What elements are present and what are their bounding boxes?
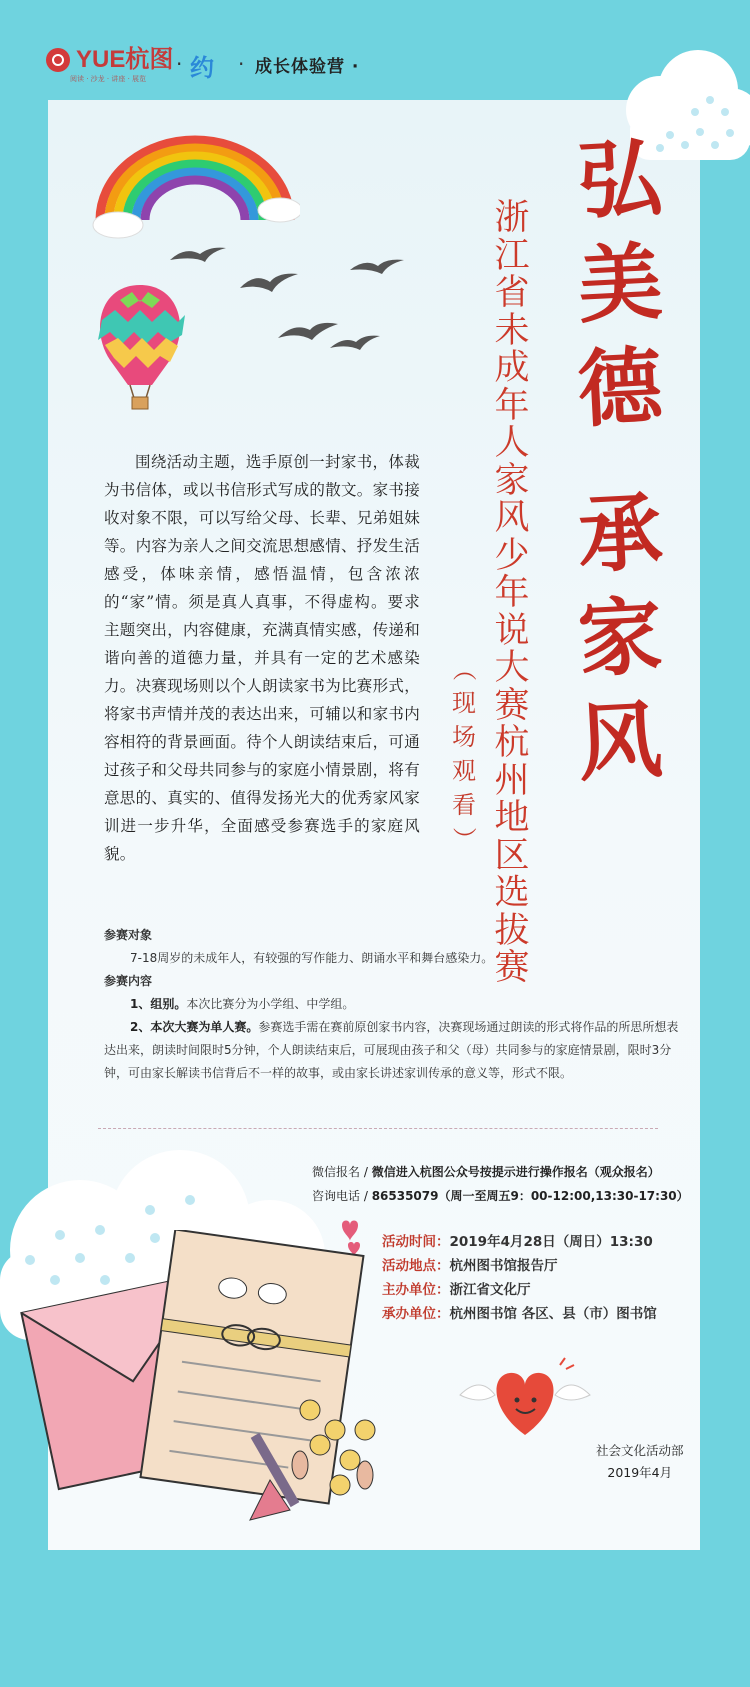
info-row-host: 主办单位：浙江省文化厅 [382,1282,531,1298]
phone-consult: 咨询电话 / 86535079（周一至周五9：00-12:00,13:30-17:30） [312,1189,689,1203]
subtitle-char: 大 [494,648,530,688]
rules-section [104,924,684,1085]
brand-yue: 约 [190,53,214,82]
subtitle-char: 成 [494,348,530,388]
subtitle-char: 拔 [494,910,530,951]
letter-envelope-illustration [20,1230,400,1550]
subtitle-char: 江 [494,235,530,276]
subtitle-char: 年 [494,385,530,426]
rule-item-2: 2、本次大赛为单人赛。参赛选手需在赛前原创家书内容，决赛现场通过朗读的形式将作品的所思所想表达出来，朗读时间限时5分钟，个人朗读结束后，可展现由孩子和父（母）共同参与的家庭情景剧，限时3分钟，可由家长解读书信背后不一样的故事，或由家长讲述家训传承的意义等，形式不限。 [104,1020,679,1080]
rainbow-illustration [90,130,300,250]
info-row-place: 活动地点：杭州图书馆报告厅 [382,1258,558,1274]
wechat-signup: 微信报名 / 微信进入杭图公众号按提示进行操作报名（观众报名） [312,1165,660,1179]
subtitle-char: 浙 [494,198,530,238]
description-text: 围绕活动主题，选手原创一封家书，体裁为书信体，或以书信形式写成的散文。家书接收对象不限，可以写给父母、长辈、兄弟姐妹等。内容为亲人之间交流思想感情、抒发生活感受，体味亲情，感悟温情，包含浓浓的“家”情。须是真人真事，不得虚构。要求主题突出，内容健康，充满真情实感，传递和谐向善的道德力量，并具有一定的艺术感染力。决赛现场则以个人朗读家书为比赛形式，将家书声情并茂的表达出来，可辅以和家书内容相符的背景画面。待个人朗读结束后，可通过孩子和父母共同参与的家庭小情景剧，将有意思的、真实的、值得发扬光大的优秀家风家训进一步升华，全面感受参赛选手的家庭风貌。 [104,453,421,863]
brand-logo [46,48,173,72]
subtitle-char: 家 [494,460,530,501]
title-char: 承 [575,481,665,586]
subtitle-char: 赛 [494,685,530,726]
subtitle-char: 少 [494,535,530,576]
subtitle-char: 风 [494,498,530,538]
event-subtitle [488,200,536,988]
logo-subtitle: 阅读 · 沙龙 · 讲座 · 展览 [70,75,147,83]
target-text: 7-18周岁的未成年人，有较强的写作能力、朗诵水平和舞台感染力。 [130,951,494,965]
subtitle-char: 省 [494,273,530,313]
target-heading: 参赛对象 [104,928,153,942]
subtitle-char: 杭 [494,723,530,763]
sign-org: 社会文化活动部 [596,1443,684,1458]
onsite-char: 观 [452,757,476,785]
contact-block [312,1160,689,1208]
description-paragraph [104,448,420,868]
info-row-time: 活动时间：2019年4月28日（周日）13:30 [382,1234,653,1250]
title-char: 德 [575,335,665,440]
onsite-char: 看 [452,791,476,819]
subtitle-char: 未 [494,310,530,351]
logo-text: YUE杭图 [76,46,174,73]
onsite-viewing-note [444,652,484,856]
onsite-char: ） [450,827,478,851]
dashed-divider [98,1128,658,1129]
birds-illustration [160,240,440,380]
subtitle-char: 说 [494,610,530,651]
logo-mark-icon [46,48,70,72]
event-info [382,1230,657,1326]
onsite-char: （ [450,657,478,681]
subtitle-char: 州 [494,760,530,801]
onsite-char: 现 [452,689,476,717]
subtitle-char: 选 [494,873,530,913]
sign-date: 2019年4月 [607,1465,673,1480]
title-char: 美 [575,231,665,336]
content-heading: 参赛内容 [104,974,153,988]
onsite-char: 场 [452,723,476,751]
hot-air-balloon-illustration [90,280,200,420]
separator-dot: · [238,52,245,76]
signature [596,1440,684,1484]
rule-item-1: 1、组别。本次比赛分为小学组、中学组。 [130,997,355,1011]
info-row-organizer: 承办单位：杭州图书馆 各区、县（市）图书馆 [382,1306,657,1322]
separator-dot: · [176,52,183,76]
title-char: 弘 [575,127,665,232]
subtitle-char: 地 [494,798,530,838]
winged-heart-icon [450,1355,600,1445]
title-char: 风 [575,689,665,794]
subtitle-char: 年 [494,573,530,613]
subtitle-char: 赛 [494,948,530,988]
subtitle-char: 区 [494,835,530,876]
title-char: 家 [575,585,665,690]
brand-camp: 成长体验营 · [255,57,360,77]
main-title [560,128,680,794]
subtitle-char: 人 [494,423,530,463]
